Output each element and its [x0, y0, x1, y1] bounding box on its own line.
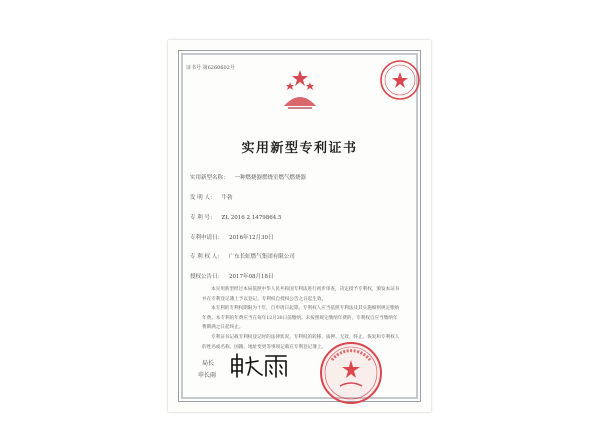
body-paragraph: 本专利的专利权期限为十年，自申请日起算。专利权人应当依照专利法及其实施细则规定缴纳年费。本专利的年费应当在每年12月30日前缴纳。未按照规定缴纳年费的，专利权自应当缴纳年费期满之日起终止。: [202, 306, 400, 331]
field-utility-model-name: [190, 173, 306, 181]
field-value: 2017年08月18日: [229, 274, 274, 280]
field-label: 专 利 权 人：: [190, 254, 223, 260]
body-paragraph: 本实用新型经过本局依照中华人民共和国专利法进行初步审查，决定授予专利权，颁发本证书并在专利登记簿上予以登记。专利权自授权公告之日起生效。: [202, 287, 400, 302]
certificate-number: 证书号 第6260602号: [186, 65, 235, 71]
field-label: 实用新型名称：: [190, 175, 229, 181]
field-patent-number: [190, 213, 281, 221]
signature-title-label: 局长: [202, 360, 215, 367]
official-red-seal-icon: [318, 340, 384, 406]
field-value: ZL 2016 2 1479864.5: [221, 215, 282, 221]
field-patentee: [190, 252, 295, 260]
field-inventor: [190, 193, 233, 201]
field-label: 专 利 号：: [190, 215, 216, 221]
field-application-date: [190, 233, 274, 241]
patent-emblem-icon: [278, 66, 322, 112]
patent-certificate: [168, 40, 431, 412]
field-value: 牛勃: [221, 195, 233, 201]
signature-name-label: 申长雨: [198, 372, 217, 379]
certificate-title: 实用新型专利证书: [241, 141, 358, 156]
body-paragraph: 专利证书记载专利权登记时的法律状况。专利权的转移、质押、无效、终止、恢复和专利权人的姓名或名称、国籍、地址变更等事项记载在专利登记簿上。: [202, 334, 400, 350]
field-label: 授权公告日：: [190, 274, 224, 280]
handwritten-signature: [228, 351, 290, 379]
field-label: 发 明 人：: [190, 195, 216, 201]
top-seal-icon: [378, 58, 422, 102]
field-label: 专利申请日：: [190, 235, 224, 241]
field-value: 一种燃烧器燃烧室燃气燃烧器: [234, 175, 307, 181]
field-grant-date: [190, 272, 274, 280]
field-value: 广东长虹燃气集团有限公司: [228, 254, 295, 260]
field-value: 2016年12月30日: [229, 235, 274, 241]
